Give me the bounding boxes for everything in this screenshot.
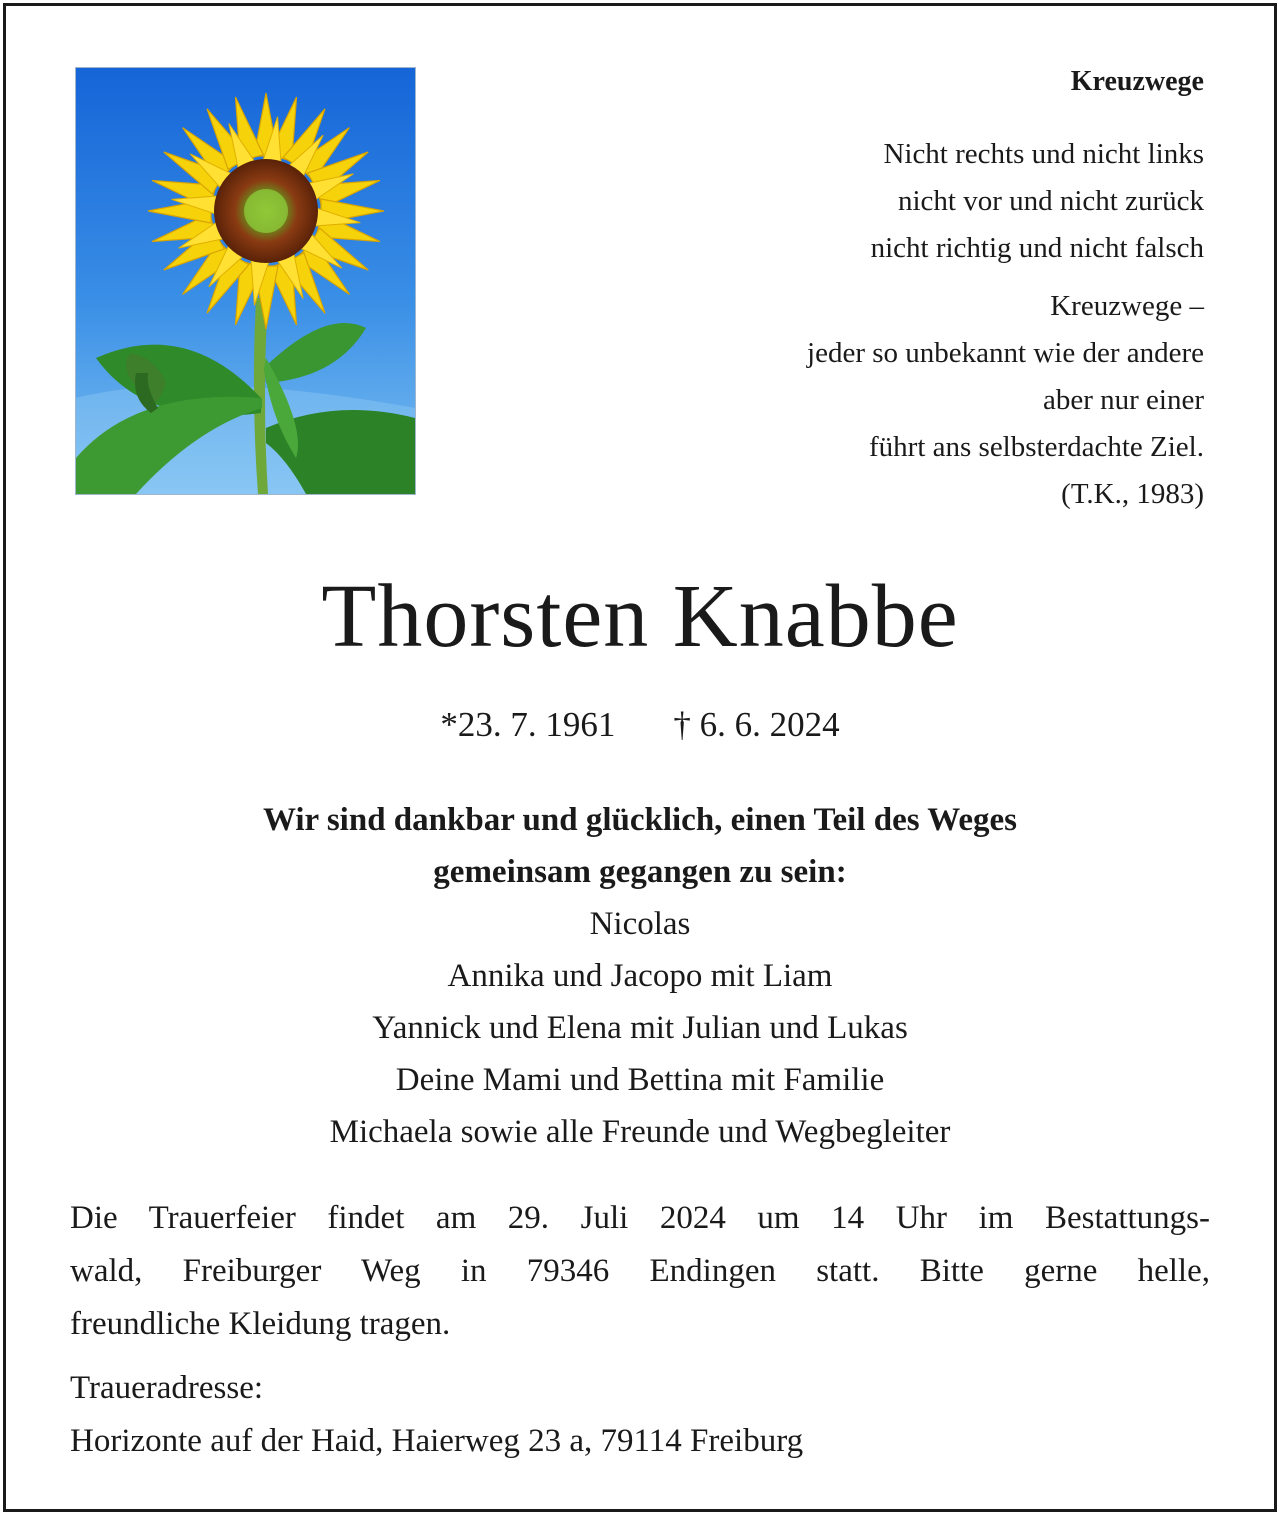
- poem-stanza-1: [644, 131, 1204, 272]
- address-label: Traueradresse:: [70, 1370, 264, 1406]
- poem-line: Nicht rechts und nicht links: [883, 138, 1204, 170]
- poem-line: jeder so unbekannt wie der andere: [807, 337, 1204, 369]
- address-value: Horizonte auf der Haid, Haierweg 23 a, 79114 Freiburg: [70, 1423, 804, 1459]
- ceremony-line: Die Trauerfeier findet am 29. Juli 2024 um 14 Uhr im Bestattungs-: [70, 1200, 1210, 1236]
- birth-date: *23. 7. 1961: [440, 705, 616, 744]
- ceremony-info: [70, 1192, 1210, 1351]
- life-dates: [0, 700, 1280, 750]
- death-date: † 6. 6. 2024: [673, 705, 840, 744]
- poem-stanza-2: [644, 283, 1204, 518]
- mourners-block: [0, 794, 1280, 1158]
- ceremony-line: freundliche Kleidung tragen.: [70, 1306, 451, 1342]
- mourning-address: [70, 1362, 803, 1468]
- poem-line: Kreuzwege –: [1050, 290, 1204, 322]
- mourners-intro: gemeinsam gegangen zu sein:: [433, 854, 847, 890]
- sunflower-image: [76, 68, 415, 494]
- poem-title: Kreuzwege: [1070, 66, 1204, 97]
- mourner-name: Michaela sowie alle Freunde und Wegbegleiter: [329, 1114, 951, 1150]
- poem-line: nicht richtig und nicht falsch: [870, 232, 1204, 264]
- poem-line: aber nur einer: [1042, 384, 1204, 416]
- poem-line: führt ans selbsterdachte Ziel.: [869, 431, 1204, 463]
- mourner-name: Annika und Jacopo mit Liam: [447, 958, 833, 994]
- mourner-name: Nicolas: [589, 906, 691, 942]
- mourners-intro: Wir sind dankbar und glücklich, einen Teil des Weges: [262, 802, 1018, 838]
- poem: [644, 58, 1204, 518]
- ceremony-line: wald, Freiburger Weg in 79346 Endingen statt. Bitte gerne helle,: [70, 1253, 1210, 1289]
- poem-line: nicht vor und nicht zurück: [897, 185, 1204, 217]
- mourner-name: Deine Mami und Bettina mit Familie: [395, 1062, 885, 1098]
- poem-attribution: (T.K., 1983): [1061, 478, 1204, 510]
- deceased-name: Thorsten Knabbe: [321, 567, 959, 666]
- mourner-name: Yannick und Elena mit Julian und Lukas: [372, 1010, 908, 1046]
- sunflower-photo: [75, 67, 416, 495]
